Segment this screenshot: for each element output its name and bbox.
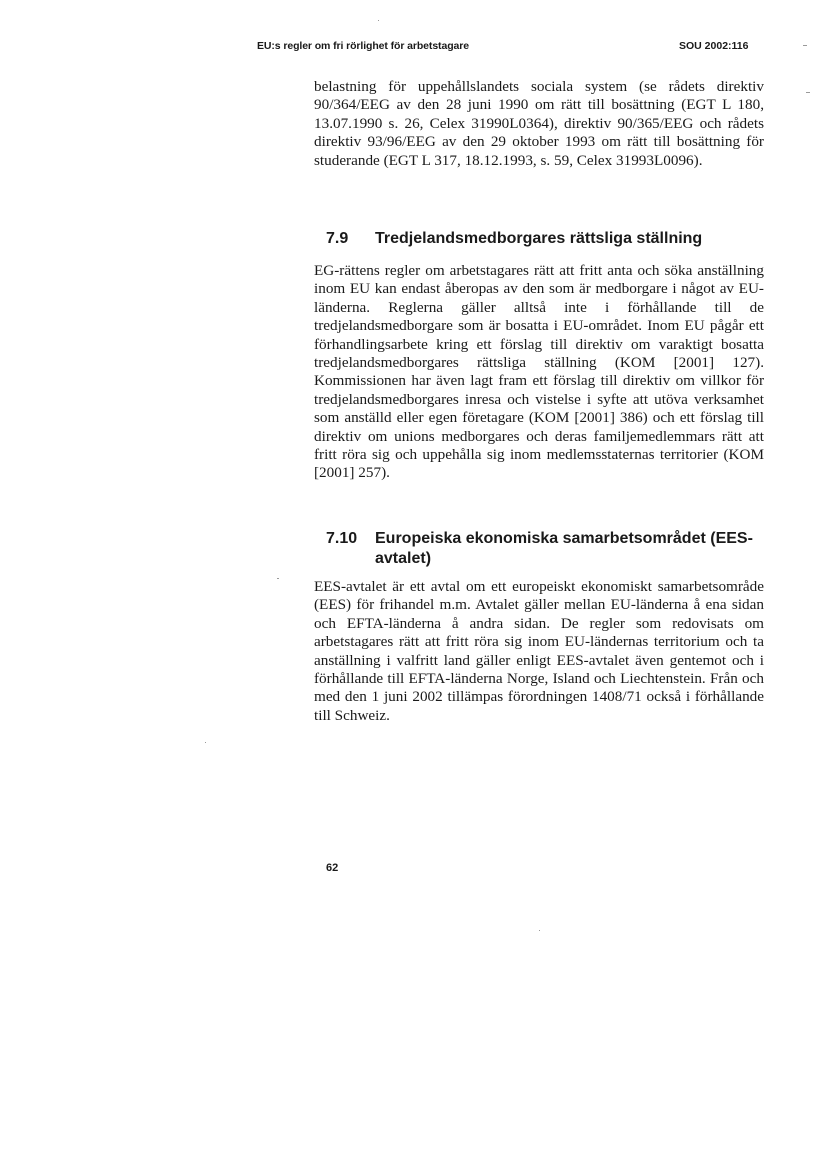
- scan-speck: [205, 742, 206, 743]
- section-7-9-paragraph: EG-rättens regler om arbetstagares rätt att fritt anta och söka anställning inom EU kan endast åberopas av den som är medborgare i något av EU-länderna. Reglerna gäller alltså inte i förhållande till de tredjelandsmedborgare som är bosatta i EU-området. Inom EU pågår ett förhandlingsarbete kring ett förslag till direktiv om varaktigt bosatta tredjelandsmedborgares rättsliga ställning (KOM [2001] 127). Kommissionen har även lagt fram ett förslag till direktiv om villkor för tredjelandsmedborgares inresa och vistelse i syfte att utöva verksamhet som anställd eller egen företagare (KOM [2001] 386) och ett förslag till direktiv om unions medborgares och deras familjemedlemmars rätt att fritt röra sig och uppehålla sig inom medlemsstaternas territorier (KOM [2001] 257).: [314, 262, 764, 482]
- running-header-report-id: SOU 2002:116: [679, 40, 749, 52]
- section-title: Tredjelandsmedborgares rättsliga ställning: [375, 230, 703, 247]
- scan-speck: [803, 45, 807, 46]
- section-number: 7.9: [326, 230, 349, 247]
- scan-speck: [539, 930, 540, 931]
- running-header-title: EU:s regler om fri rörlighet för arbetstagare: [257, 40, 469, 52]
- section-heading-7-10: [326, 529, 775, 569]
- section-heading-7-9: [326, 229, 775, 249]
- intro-paragraph: belastning för uppehållslandets sociala system (se rådets direktiv 90/364/EEG av den 28 juni 1990 om rätt till bosättning (EGT L 180, 13.07.1990 s. 26, Celex 31990L0364), direktiv 90/365/EEG och rådets direktiv 93/96/EEG av den 29 oktober 1993 om rätt till bosättning för studerande (EGT L 317, 18.12.1993, s. 59, Celex 31993L0096).: [314, 78, 764, 169]
- page-number: 62: [326, 862, 339, 874]
- section-7-10-paragraph: EES-avtalet är ett avtal om ett europeiskt ekonomiskt samarbetsområde (EES) för frihandel m.m. Avtalet gäller mellan EU-länderna å ena sidan och EFTA-länderna å andra sidan. De regler som redovisats om arbetstagares rätt att fritt röra sig inom EU-ländernas territorium och ta anställning i valfritt land gäller enligt EES-avtalet även gentemot och i förhållande till EFTA-länderna Norge, Island och Liechtenstein. Från och med den 1 juni 2002 tillämpas förordningen 1408/71 också i förhållande till Schweiz.: [314, 578, 764, 724]
- section-number: 7.10: [326, 530, 358, 547]
- section-title: Europeiska ekonomiska samarbetsområdet (EES-avtalet): [375, 530, 753, 567]
- scan-speck: [378, 20, 379, 21]
- scan-speck: [806, 92, 810, 93]
- scan-speck: [277, 578, 279, 579]
